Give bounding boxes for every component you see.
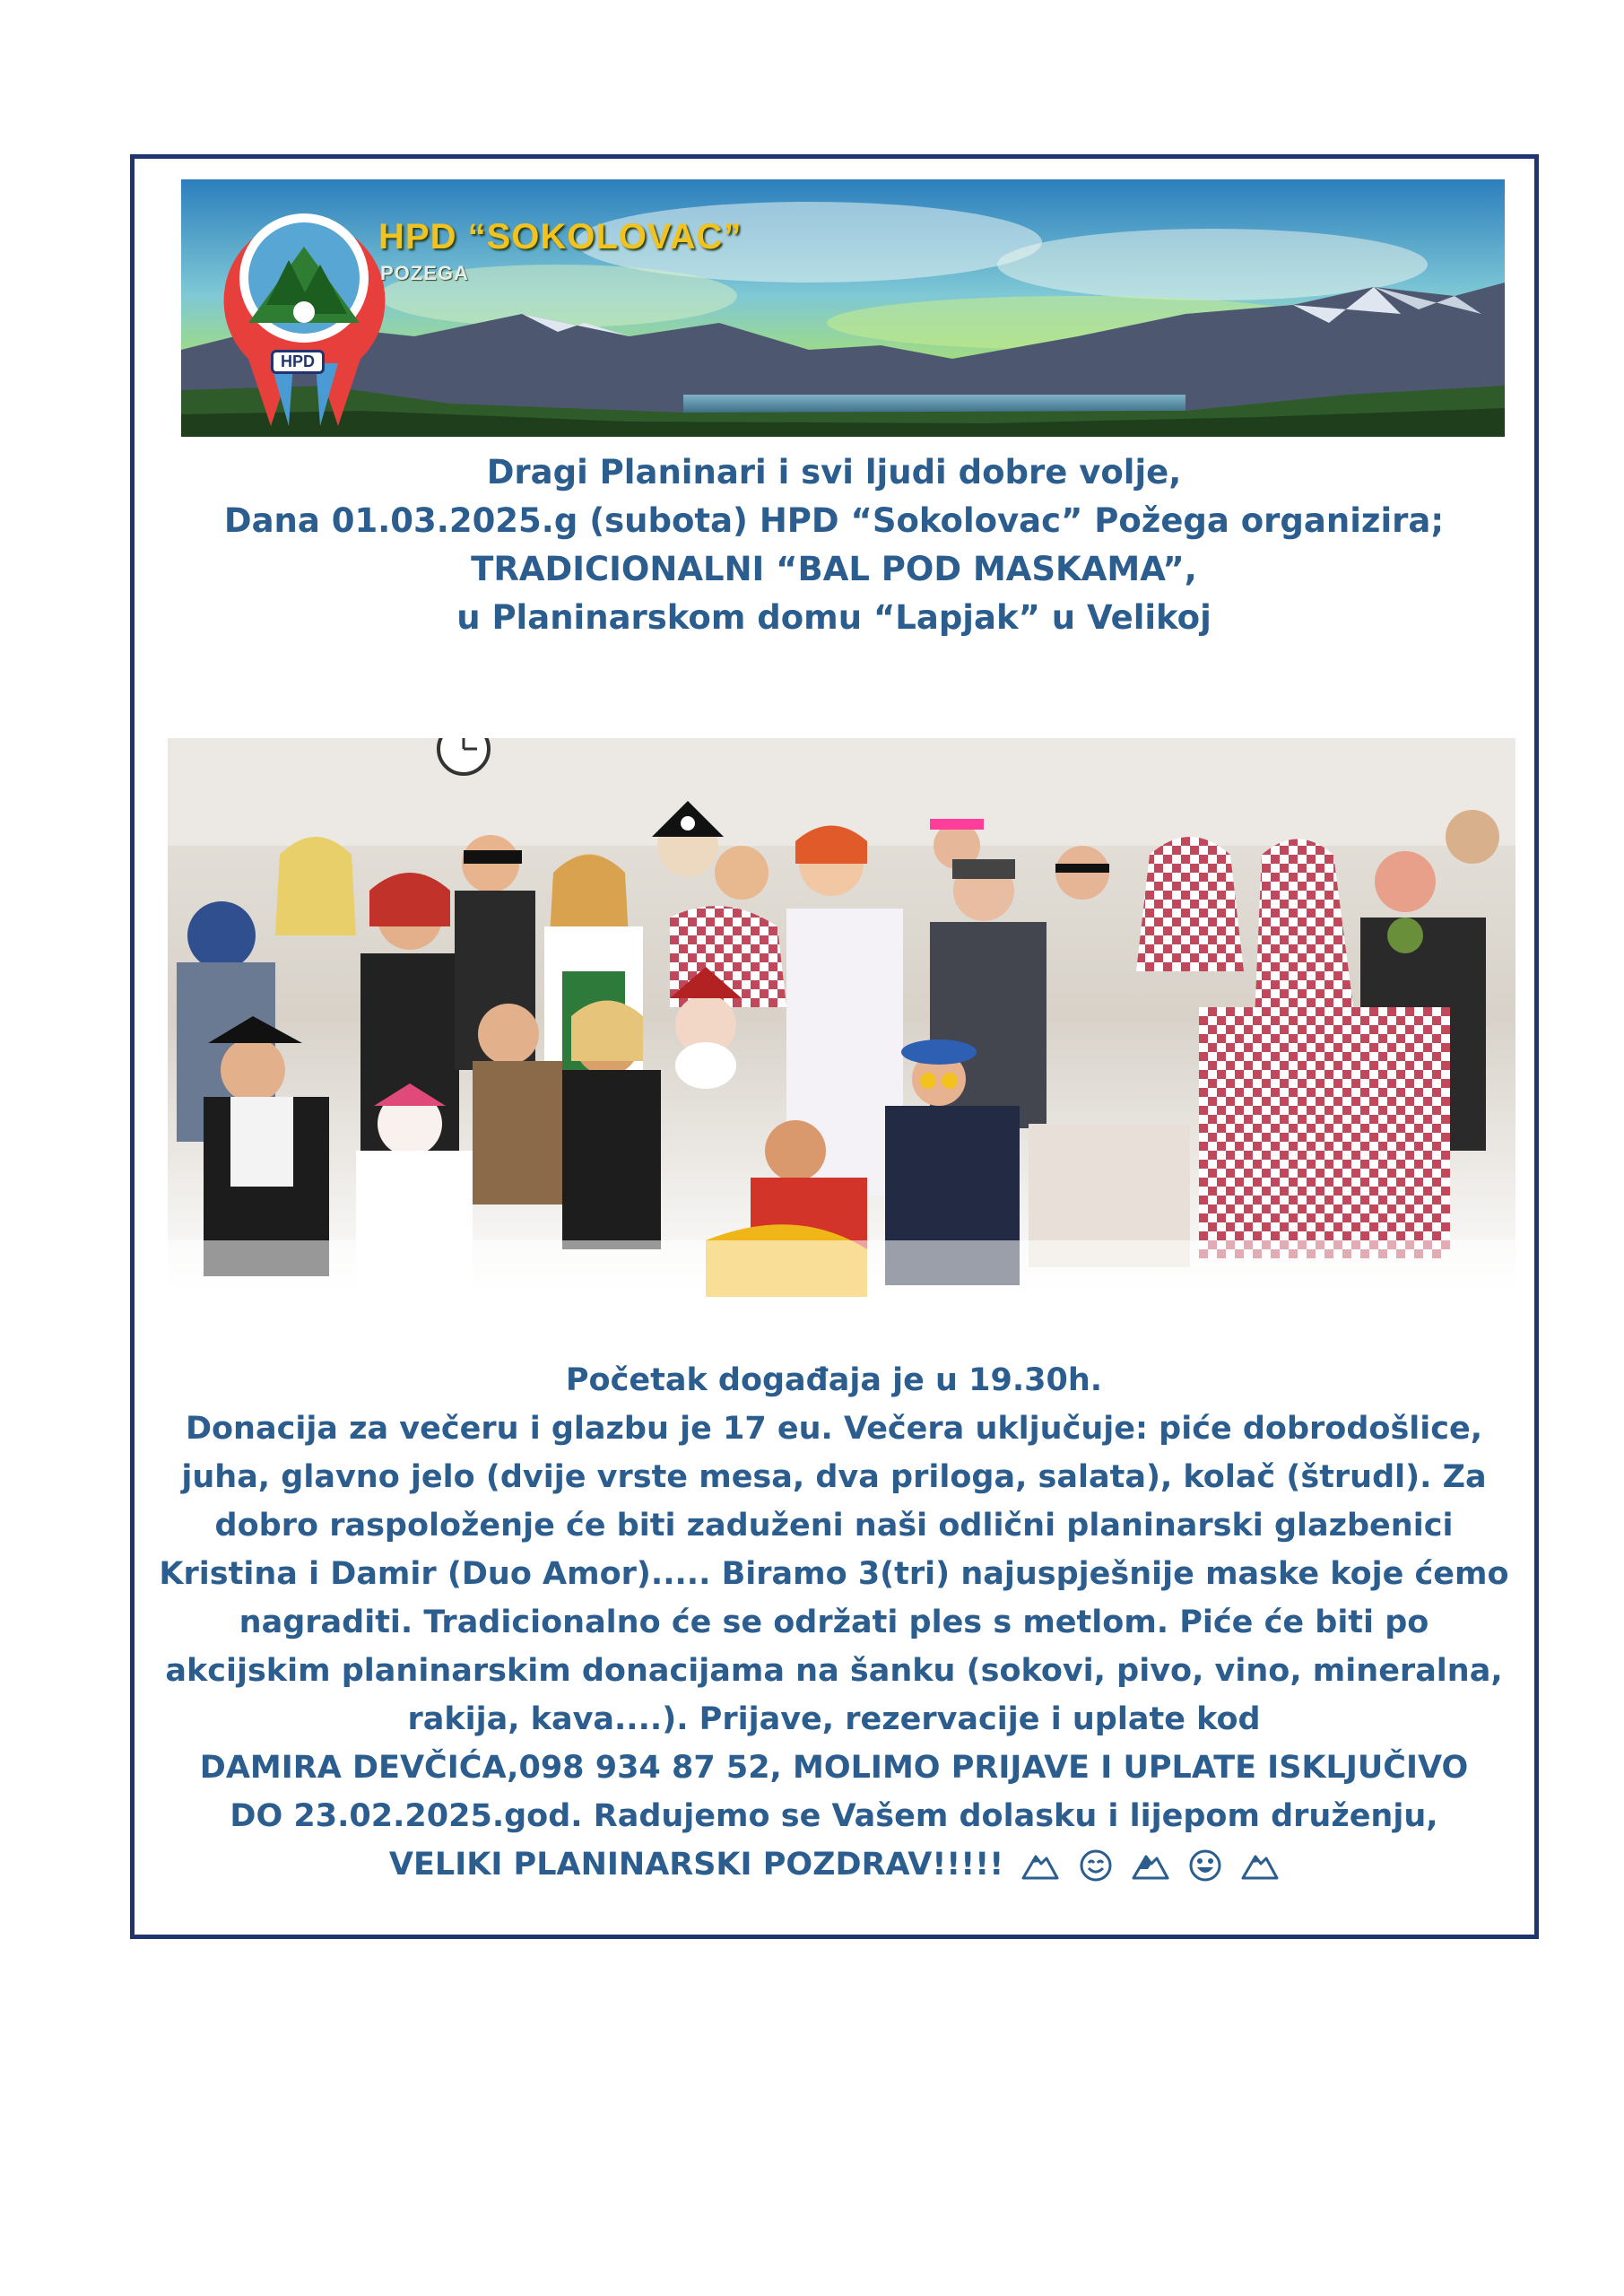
closing-line xyxy=(135,1840,1533,1889)
intro-line: TRADICIONALNI “BAL POD MASKAMA”, xyxy=(471,550,1197,588)
event-details xyxy=(135,1356,1533,1889)
mountain-icon xyxy=(1021,1848,1059,1883)
mountain-icon xyxy=(1132,1848,1169,1883)
details-line: Donacija za večeru i glazbu je 17 eu. Večera uključuje: piće dobrodošlice, xyxy=(185,1411,1483,1447)
grin-icon xyxy=(1187,1848,1223,1883)
smiley-icon xyxy=(1078,1848,1114,1883)
details-line: dobro raspoloženje će biti zaduženi naši odlični planinarski glazbenici xyxy=(214,1508,1454,1544)
details-line: DO 23.02.2025.god. Radujemo se Vašem dolasku i lijepom druženju, xyxy=(230,1798,1438,1834)
banner-title: HPD “SOKOLOVAC” xyxy=(378,217,743,257)
header-banner xyxy=(181,179,1505,437)
details-line: DAMIRA DEVČIĆA,098 934 87 52, MOLIMO PRIJAVE I UPLATE ISKLJUČIVO xyxy=(199,1750,1469,1786)
logo-label: HPD xyxy=(271,350,325,374)
intro-line: u Planinarskom domu “Lapjak” u Velikoj xyxy=(456,598,1211,637)
details-line: juha, glavno jelo (dvije vrste mesa, dva priloga, salata), kolač (štrudl). Za xyxy=(181,1459,1487,1495)
details-line: akcijskim planinarskim donacijama na šanku (sokovi, pivo, vino, mineralna, xyxy=(165,1653,1503,1689)
intro-line: Dragi Planinari i svi ljudi dobre volje, xyxy=(486,453,1182,491)
mountain-icon xyxy=(1241,1848,1279,1883)
details-line: rakija, kava....). Prijave, rezervacije i uplate kod xyxy=(407,1701,1261,1737)
intro-text xyxy=(143,448,1524,642)
details-line: Početak događaja je u 19.30h. xyxy=(565,1362,1103,1398)
banner-subtitle: POZEGA xyxy=(380,262,469,284)
details-line: Kristina i Damir (Duo Amor)..... Biramo 3(tri) najuspješnije maske koje ćemo xyxy=(159,1556,1509,1592)
costume-party-photo xyxy=(168,738,1515,1297)
closing-text: VELIKI PLANINARSKI POZDRAV!!!!! xyxy=(388,1847,1004,1883)
details-line: nagraditi. Tradicionalno će se održati ples s metlom. Piće će biti po xyxy=(239,1605,1429,1640)
group-photo xyxy=(168,738,1515,1297)
intro-line: Dana 01.03.2025.g (subota) HPD “Sokolovac” Požega organizira; xyxy=(223,501,1445,540)
